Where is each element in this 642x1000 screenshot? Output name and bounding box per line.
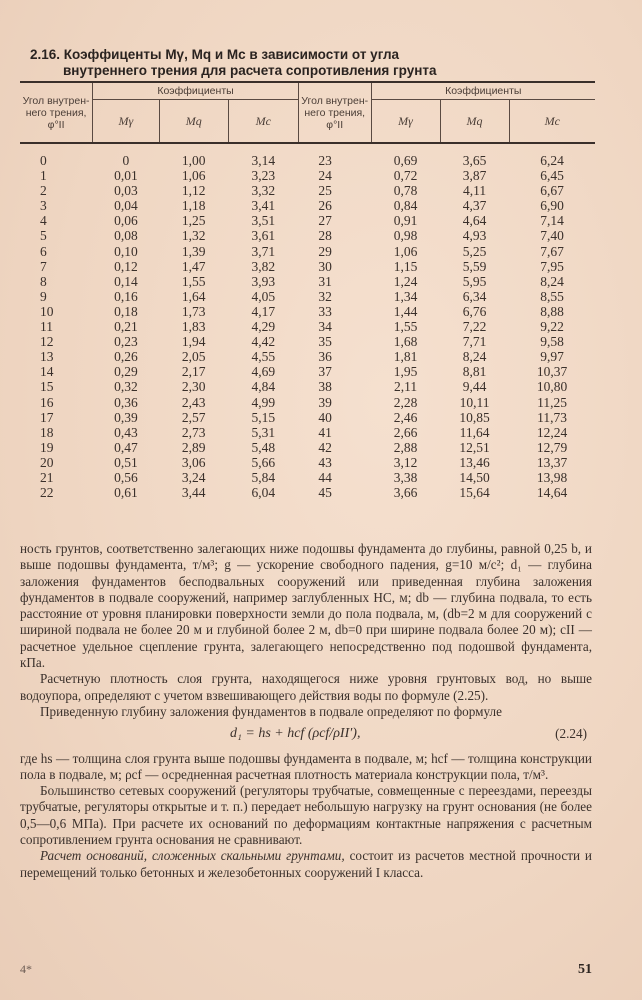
coef-cell: 2,88 [393,439,418,455]
paragraph-2: Расчетную плотность слоя грунта, находящегося ниже уровня грунтовых вод, но выше водоупора, определяют с учетом взвешивающего действия воды по формуле (2.25). [20,671,592,703]
angle-cell: 2 [40,183,47,199]
coef-cell: 6,45 [540,168,564,184]
table-row [20,455,595,470]
header-coef-group-right: Коэффициенты [371,82,595,100]
formula-expression: d₁ = hs + hcf (ρcf/ρII′), [230,726,361,742]
formula-number: (2.24) [555,726,587,742]
table-row [20,244,595,259]
formula-2-24 [20,726,592,742]
coef-cell: 3,44 [181,485,206,501]
header-m-q-left: Mq [159,100,228,144]
coef-cell: 1,44 [393,303,418,319]
coef-cell: 4,55 [251,349,276,365]
coef-cell: 3,87 [462,168,487,184]
coef-cell: 3,71 [251,243,276,259]
table-row [20,143,595,168]
coef-cell: 1,83 [181,319,206,335]
coef-cell: 3,93 [251,273,276,289]
angle-cell: 20 [40,454,54,470]
angle-cell: 3 [40,198,47,214]
header-m-gamma-left: Mγ [93,100,160,144]
coef-cell: 0,14 [114,273,138,289]
coef-cell: 2,05 [181,349,206,365]
coef-cell: 1,00 [159,143,228,168]
coef-cell: 0,84 [393,198,418,214]
coef-cell: 9,44 [462,379,487,395]
paragraph-1: ность грунтов, соответственно залегающих ниже подошвы фундамента до глубины, равной 0,25 b, и выше подошвы фундамента, т/м³; g — ускорение свободного падения, g=10 м/с²; d₁ — глубина заложения фундаментов бесподвальных сооружений или приведенная глубина заложения фундаментов в подвале сооружений, например заглубленных НС, м; db — глубина подвала, то есть расстояние от уровня планировки поверхности земли до пола подвала, м, (db=2 м для сооружений с шириной подвала не более 20 м и глубиной более 2 м, db=0 при ширине подвала более 20 м); cII — расчетное удельное сцепление грунта, залегающего непосредственно под подошвой фундамента, кПа. [20,541,592,671]
coef-cell: 6,90 [540,198,564,214]
coef-cell: 9,58 [540,334,564,350]
paragraph-6-rest: состоит из расчетов местной прочности и перемещений только бетонных и железобетонных сооружений I класса. [20,848,592,880]
coef-cell: 1,55 [181,273,206,289]
coef-cell: 2,89 [181,439,206,455]
table-body [20,143,595,500]
coef-cell: 3,23 [251,168,276,184]
angle-cell: 1 [40,168,47,184]
caption-line-1: 2.16. Коэффиценты Mγ, Mq и Mc в зависимости от угла [30,47,400,62]
coef-cell: 5,31 [251,424,276,440]
coef-cell: 3,38 [393,469,418,485]
coef-cell: 3,32 [251,183,276,199]
coef-cell: 12,51 [459,439,490,455]
coef-cell: 7,95 [540,258,564,274]
coef-cell: 12,24 [536,424,568,440]
coef-cell: 0 [93,143,160,168]
angle-cell: 36 [318,349,332,365]
coef-cell: 4,17 [251,303,276,319]
coef-cell: 5,95 [462,273,487,289]
coef-cell: 1,06 [393,243,418,259]
coef-cell: 4,37 [462,198,487,214]
coef-cell: 8,81 [462,364,487,380]
coef-cell: 3,61 [251,228,276,244]
coef-cell: 3,65 [440,143,509,168]
angle-cell: 13 [40,349,54,365]
coefficients-table [20,81,595,500]
coef-cell: 1,18 [181,198,206,214]
coef-cell: 1,34 [393,288,418,304]
coef-cell: 3,51 [251,213,276,229]
coef-cell: 0,39 [114,409,138,425]
coef-cell: 4,05 [251,288,276,304]
coef-cell: 10,11 [459,394,490,410]
angle-cell: 5 [40,228,47,244]
signature-mark: 4* [20,962,32,976]
coef-cell: 9,97 [540,349,564,365]
table-row [20,410,595,425]
coef-cell: 0,10 [114,243,138,259]
coef-cell: 0,03 [114,183,138,199]
coef-cell: 13,98 [536,469,568,485]
coef-cell: 4,42 [251,334,276,350]
coef-cell: 0,91 [393,213,418,229]
coef-cell: 8,24 [540,273,564,289]
table-row [20,334,595,349]
coef-cell: 7,71 [462,334,487,350]
coef-cell: 6,67 [540,183,564,199]
coef-cell: 4,99 [251,394,276,410]
coef-cell: 0,69 [371,143,440,168]
coef-cell: 10,37 [536,364,568,380]
coef-cell: 7,22 [462,319,487,335]
coef-cell: 11,25 [537,394,567,410]
angle-cell: 10 [40,303,54,319]
body-text [20,541,592,881]
coef-cell: 2,57 [181,409,206,425]
coef-cell: 0,26 [114,349,138,365]
table-row [20,319,595,334]
coef-cell: 13,46 [459,454,490,470]
header-m-c-left: Mc [228,100,298,144]
coef-cell: 1,81 [393,349,418,365]
coef-cell: 7,14 [540,213,564,229]
coef-cell: 8,24 [462,349,487,365]
table-row [20,304,595,319]
coef-cell: 5,48 [251,439,276,455]
table-row [20,183,595,198]
coef-cell: 6,76 [462,303,487,319]
angle-cell: 43 [318,454,332,470]
table-row [20,470,595,485]
header-coef-group-left: Коэффициенты [93,82,299,100]
table-row [20,364,595,379]
angle-cell: 22 [40,485,54,501]
coef-cell: 4,11 [462,183,487,199]
angle-cell: 32 [318,288,332,304]
table-row [20,274,595,289]
page-number: 51 [578,962,592,977]
coef-cell: 13,37 [536,454,568,470]
coef-cell: 3,24 [181,469,206,485]
coef-cell: 0,18 [114,303,138,319]
paragraph-5: Большинство сетевых сооружений (регуляторы трубчатые, совмещенные с переездами, переезды трубчатые, регуляторы открытые и т. п.) передает небольшую нагрузку на грунт основания (не более 0,5—0,6 МПа). При расчете их оснований по деформациям контактные напряжения с расчетным сопротивлением грунта основания не сравнивают. [20,783,592,848]
coef-cell: 0,51 [114,454,138,470]
coef-cell: 4,29 [251,319,276,335]
coef-cell: 2,28 [393,394,418,410]
angle-cell: 21 [40,469,54,485]
coef-cell: 1,55 [393,319,418,335]
table-caption [30,47,590,79]
coef-cell: 14,50 [459,469,490,485]
header-m-c-right: Mc [509,100,595,144]
coef-cell: 1,47 [181,258,206,274]
coef-cell: 8,88 [540,303,564,319]
angle-cell: 26 [318,198,332,214]
angle-cell: 27 [318,213,332,229]
coef-cell: 1,32 [181,228,206,244]
coef-cell: 3,82 [251,258,276,274]
coef-cell: 14,64 [536,485,568,501]
angle-cell: 18 [40,424,54,440]
coef-cell: 1,95 [393,364,418,380]
table-row [20,213,595,228]
coef-cell: 3,41 [251,198,276,214]
coef-cell: 4,69 [251,364,276,380]
caption-line-2: внутреннего трения для расчета сопротивления грунта [63,63,437,78]
angle-cell: 16 [40,394,54,410]
coef-cell: 2,17 [181,364,206,380]
angle-cell: 8 [40,273,47,289]
coef-cell: 5,25 [462,243,487,259]
angle-cell: 38 [318,379,332,395]
coef-cell: 0,47 [114,439,138,455]
coef-cell: 0,32 [114,379,138,395]
table-row [20,228,595,243]
coef-cell: 1,64 [181,288,206,304]
coef-cell: 1,94 [181,334,206,350]
paragraph-3: Приведенную глубину заложения фундаментов в подвале определяют по формуле [40,703,502,719]
angle-cell: 4 [40,213,47,229]
coef-cell: 0,29 [114,364,138,380]
coef-cell: 2,46 [393,409,418,425]
coef-cell: 0,72 [393,168,418,184]
angle-cell: 31 [318,273,332,289]
table-row [20,349,595,364]
coef-cell: 9,22 [540,319,564,335]
angle-cell: 9 [40,288,47,304]
paragraph-6 [20,848,592,881]
coef-cell: 0,98 [393,228,418,244]
angle-cell: 42 [318,439,332,455]
angle-cell: 41 [318,424,332,440]
table-row [20,168,595,183]
coef-cell: 5,15 [251,409,276,425]
angle-cell: 30 [318,258,332,274]
angle-cell: 0 [20,143,93,168]
coef-cell: 0,16 [114,288,138,304]
coef-cell: 3,66 [393,485,418,501]
coef-cell: 8,55 [540,288,564,304]
table-row [20,259,595,274]
angle-cell: 29 [318,243,332,259]
angle-cell: 45 [318,485,332,501]
angle-cell: 35 [318,334,332,350]
coef-cell: 6,24 [509,143,595,168]
angle-cell: 19 [40,439,54,455]
angle-cell: 14 [40,364,54,380]
coef-cell: 11,64 [459,424,490,440]
coef-cell: 0,23 [114,334,138,350]
coef-cell: 11,73 [537,409,567,425]
coef-cell: 1,68 [393,334,418,350]
coef-cell: 4,64 [462,213,487,229]
angle-cell: 23 [298,143,371,168]
angle-cell: 33 [318,303,332,319]
coef-cell: 0,08 [114,228,138,244]
angle-cell: 34 [318,319,332,335]
paragraph-6-italic: Расчет оснований, сложенных скальными грунтами, [40,848,345,864]
coef-cell: 1,73 [181,303,206,319]
coef-cell: 3,14 [228,143,298,168]
coef-cell: 1,12 [181,183,206,199]
coef-cell: 6,04 [251,485,276,501]
header-m-q-right: Mq [440,100,509,144]
header-m-gamma-right: Mγ [371,100,440,144]
coef-cell: 5,59 [462,258,487,274]
coef-cell: 0,56 [114,469,138,485]
coef-cell: 1,06 [181,168,206,184]
header-angle-left: Угол внутрен-него трения, φ°II [20,82,93,143]
coef-cell: 1,25 [181,213,206,229]
coef-cell: 0,12 [114,258,138,274]
coef-cell: 2,73 [181,424,206,440]
coef-cell: 7,67 [540,243,564,259]
coef-cell: 0,01 [114,168,138,184]
coef-cell: 10,85 [459,409,490,425]
angle-cell: 12 [40,334,54,350]
coef-cell: 5,84 [251,469,276,485]
coef-cell: 2,66 [393,424,418,440]
header-angle-right: Угол внутрен-него трения, φ°II [298,82,371,143]
coef-cell: 10,80 [536,379,568,395]
paragraph-4: где hs — толщина слоя грунта выше подошвы фундамента в подвале, м; hcf — толщина конструкции пола в подвале, м; ρcf — осредненная расчетная плотность материала конструкции пола, т/м³. [20,750,592,782]
coef-cell: 6,34 [462,288,487,304]
coef-cell: 0,04 [114,198,138,214]
coef-cell: 2,11 [393,379,418,395]
coef-cell: 3,12 [393,454,418,470]
page-footer [20,962,592,978]
coef-cell: 2,30 [181,379,206,395]
coef-cell: 3,06 [181,454,206,470]
table-row [20,395,595,410]
coef-cell: 0,78 [393,183,418,199]
coef-cell: 0,21 [114,319,138,335]
table-row [20,425,595,440]
coef-cell: 0,61 [114,485,138,501]
table-row [20,379,595,394]
coef-cell: 0,06 [114,213,138,229]
table-row [20,440,595,455]
angle-cell: 40 [318,409,332,425]
angle-cell: 28 [318,228,332,244]
coef-cell: 0,36 [114,394,138,410]
coef-cell: 15,64 [459,485,490,501]
coef-cell: 4,93 [462,228,487,244]
coef-cell: 2,43 [181,394,206,410]
angle-cell: 15 [40,379,54,395]
angle-cell: 39 [318,394,332,410]
table-row [20,485,595,500]
angle-cell: 25 [318,183,332,199]
coef-cell: 1,24 [393,273,418,289]
coef-cell: 1,39 [181,243,206,259]
coef-cell: 12,79 [536,439,568,455]
coef-cell: 1,15 [393,258,418,274]
coef-cell: 0,43 [114,424,138,440]
angle-cell: 7 [40,258,47,274]
angle-cell: 6 [40,243,47,259]
coef-cell: 7,40 [540,228,564,244]
table-row [20,289,595,304]
angle-cell: 37 [318,364,332,380]
coef-cell: 5,66 [251,454,276,470]
angle-cell: 17 [40,409,54,425]
angle-cell: 24 [318,168,332,184]
angle-cell: 44 [318,469,332,485]
coef-cell: 4,84 [251,379,276,395]
angle-cell: 11 [40,319,53,335]
table-row [20,198,595,213]
